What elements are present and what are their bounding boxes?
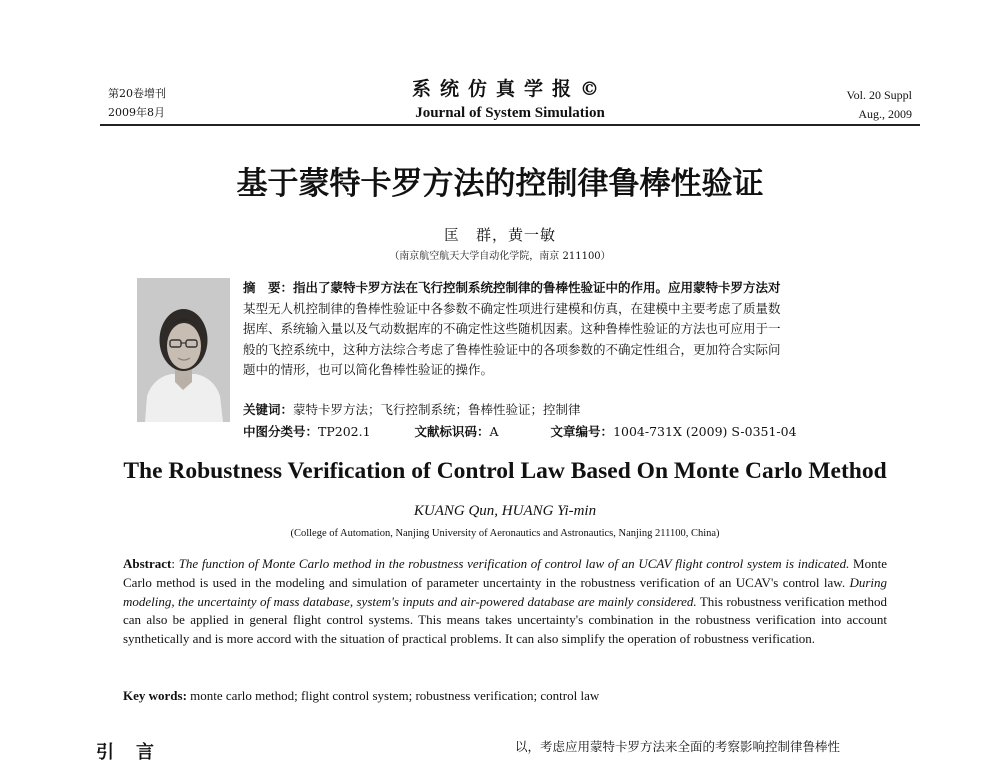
abstract-cn-line [243,278,923,299]
journal-header [380,74,640,122]
volume-en: Vol. 20 Suppl [846,88,912,102]
authors-cn: 匡 群，黄一敏 [443,226,556,244]
keywords-cn-text: 蒙特卡罗方法；飞行控制系统；鲁棒性验证；控制律 [293,402,581,417]
doc-code-value: A [489,424,499,439]
abstract-cn-line-2: 某型无人机控制律的鲁棒性验证中各参数不确定性项进行建模和仿真，在建模中主要考虑了质量数 [243,300,781,316]
authors-en: KUANG Qun, HUANG Yi-min [413,503,597,519]
header-right [847,86,912,124]
abstract-cn-line-5: 题中的情形，也可以简化鲁棒性验证的操作。 [243,362,494,377]
classification-cn [243,422,797,440]
article-number-label: 文章编号： [550,424,614,439]
clc-value: TP202.1 [318,424,371,439]
date-cn: 2009年8月 [108,106,165,119]
keywords-cn-label: 关键词： [243,402,294,417]
article-number-value: 1004-731X (2009) S-0351-04 [613,424,797,439]
abstract-cn-line-4: 般的飞控系统中，这种方法综合考虑了鲁棒性验证中的各项参数的不确定性组合，更加符合实际问 [243,341,781,357]
abstract-en: Abstract: The function of Monte Carlo method in the robustness verification of control law of an UCAV flight control system is indicated. Monte Carlo method is used in the modeling and simulation of parameter uncertainty in the robustness verification of an UCAV's control law. During modeling, the uncertainty of mass database, system's inputs and air-powered database are mainly considered. This robustness verification method can also be applied in general flight control systems. This means takes uncertainty's combination in the robustness verification into account synthetically and is more accord with the situation of practical problems. It can also simplify the operation of robustness verification. [123,556,888,647]
abstract-en-part-4: This robustness verification method can also be applied in general flight control systems. This means takes uncertainty's combination in the robustness verification into account synthetically and is more accord with the situation of practical problems. It can also simplify the operation of robustness verification. [123,593,888,647]
abstract-cn [243,278,923,381]
affiliation-cn: （南京航空航天大学自动化学院，南京 211100） [389,251,611,262]
keywords-en-label: Key words: [123,688,187,703]
abstract-en-part-2: Monte Carlo method is used in the modeling and simulation of parameter uncertainty in the robustness verification of an UCAV's control law. [123,556,887,590]
clc-label: 中图分类号： [243,424,319,439]
journal-name-cn: 系统仿真学报© [411,78,608,100]
author-portrait-image [137,278,230,422]
author-photo [137,278,230,422]
header-divider [100,124,920,126]
header-left [108,84,166,122]
abstract-cn-label: 摘 要： [243,280,294,295]
abstract-cn-line-1: 指出了蒙特卡罗方法在飞行控制系统控制律的鲁棒性验证中的作用。应用蒙特卡罗方法对 [293,280,781,295]
volume-cn: 第20卷增刊 [108,87,166,100]
doc-code-label: 文献标识码： [414,424,490,439]
affiliation-en: (College of Automation, Nanjing University of Aeronautics and Astronautics, Nanjing 211100, China) [290,528,720,539]
paper-title-cn: 基于蒙特卡罗方法的控制律鲁棒性验证 [236,166,764,202]
abstract-cn-line-3: 据库、系统输入量以及气动数据库的不确定性这些随机因素。这种鲁棒性验证的方法也可应用于一 [243,321,781,336]
keywords-en [123,688,599,704]
keywords-cn [243,400,581,418]
date-en: Aug., 2009 [858,107,912,121]
keywords-en-text: monte carlo method; flight control system; robustness verification; control law [190,688,600,703]
journal-name-en: Journal of System Simulation [415,105,605,121]
paper-title-en: The Robustness Verification of Control Law Based On Monte Carlo Method [123,458,887,484]
abstract-en-part-1: The function of Monte Carlo method in the robustness verification of control law of an UCAV flight control system is indicated. [178,556,850,571]
section-heading-introduction: 引言 [96,742,176,763]
abstract-en-part-3: During modeling, the uncertainty of mass database, system's inputs and air-powered database are mainly considered. [123,574,888,609]
abstract-en-label: Abstract [123,556,172,571]
body-text-right-column: 以，考虑应用蒙特卡罗方法来全面的考察影响控制律鲁棒性 [515,739,841,754]
